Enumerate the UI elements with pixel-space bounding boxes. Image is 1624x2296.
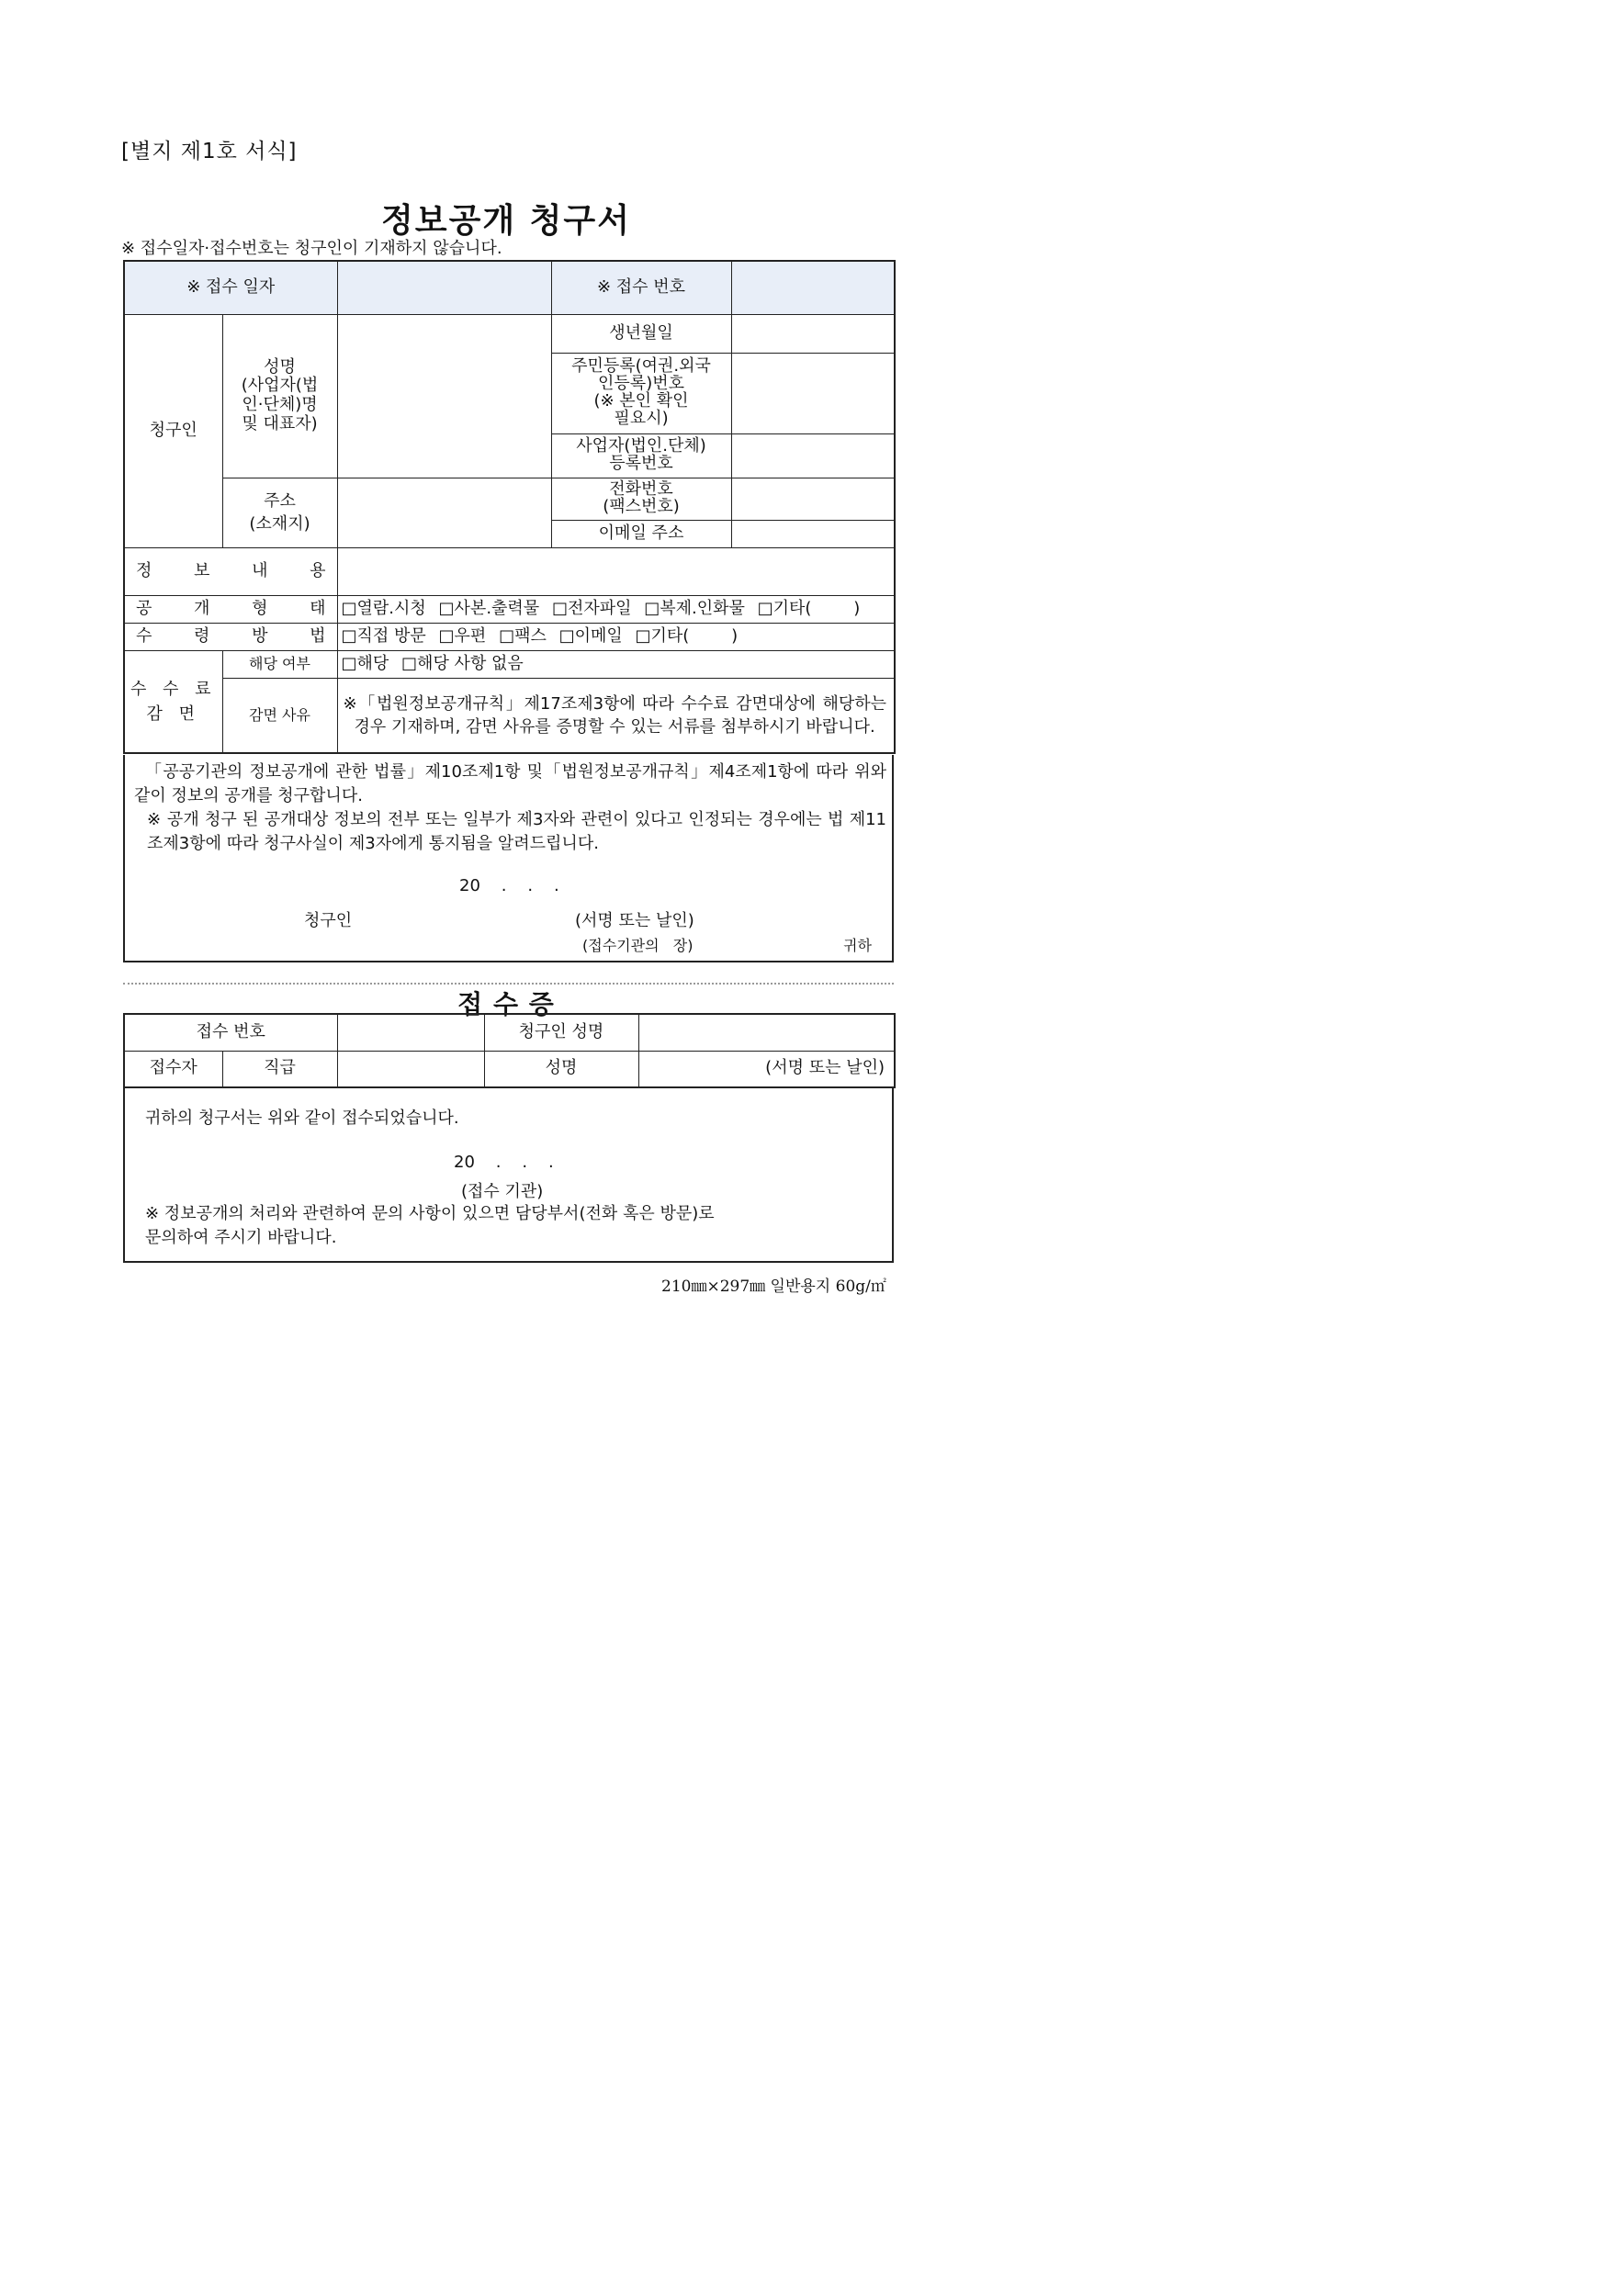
notice-text: ※ 접수일자·접수번호는 청구인이 기재하지 않습니다. bbox=[121, 239, 502, 258]
checkbox-option[interactable]: □사본.출력물 bbox=[438, 598, 540, 618]
request-date: 20 . . . bbox=[459, 876, 559, 895]
fee-reduction-label: 수 수 료 감 면 bbox=[124, 650, 222, 753]
honorific-label: 귀하 bbox=[843, 937, 872, 954]
fee-reason-text: ※「법원정보공개규칙」제17조제3항에 따라 수수료 감면대상에 해당하는 경우 기재하며, 감면 사유를 증명할 수 있는 서류를 첨부하시기 바랍니다. bbox=[337, 678, 895, 753]
resident-number-field[interactable] bbox=[731, 353, 895, 433]
phone-field[interactable] bbox=[731, 478, 895, 520]
declaration-section bbox=[123, 755, 894, 962]
address-label: 주소 (소재지) bbox=[222, 478, 337, 547]
document-title: 정보공개 청구서 bbox=[381, 202, 631, 240]
receipt-table bbox=[123, 1013, 896, 1088]
third-party-note: ※ 공개 청구 된 공개대상 정보의 전부 또는 일부가 제3자와 관련이 있다고 인정되는 경우에는 법 제11조제3항에 따라 청구사실이 제3자에게 통지됨을 알려드립니다. bbox=[147, 810, 886, 854]
checkbox-option[interactable]: □해당 사항 없음 bbox=[401, 653, 524, 673]
fee-reason-label: 감면 사유 bbox=[222, 678, 337, 753]
receipt-confirmation-text: 귀하의 청구서는 위와 같이 접수되었습니다. bbox=[145, 1109, 459, 1128]
checkbox-option[interactable]: □이메일 bbox=[558, 625, 623, 646]
receiver-label: 접수자 bbox=[124, 1051, 222, 1087]
declaration-text: 「공공기관의 정보공개에 관한 법률」제10조제1항 및「법원정보공개규칙」제4조제1항에 따라 위와 같이 정보의 공개를 청구합니다. bbox=[134, 762, 886, 806]
checkbox-option[interactable]: □우편 bbox=[438, 625, 487, 646]
receipt-title: 접 수 증 bbox=[457, 989, 555, 1019]
email-label: 이메일 주소 bbox=[551, 520, 731, 547]
receipt-number-label: ※ 접수 번호 bbox=[551, 261, 731, 314]
checkbox-option[interactable]: □전자파일 bbox=[551, 598, 632, 618]
receipt-number-field[interactable] bbox=[337, 1014, 484, 1051]
requester-label: 청구인 bbox=[124, 314, 222, 547]
fee-applicable-options bbox=[337, 650, 895, 678]
receipt-method-label: 수 령 방 법 bbox=[124, 623, 337, 650]
checkbox-option[interactable]: □직접 방문 bbox=[341, 625, 426, 646]
checkbox-option[interactable]: □해당 bbox=[341, 653, 389, 673]
receipt-number-field[interactable] bbox=[731, 261, 895, 314]
fee-applicable-label: 해당 여부 bbox=[222, 650, 337, 678]
checkbox-option[interactable]: □복제.인화물 bbox=[644, 598, 745, 618]
form-label: [별지 제1호 서식] bbox=[121, 140, 298, 163]
disclosure-type-options bbox=[337, 595, 895, 623]
position-field[interactable] bbox=[337, 1051, 484, 1087]
receipt-number-label: 접수 번호 bbox=[124, 1014, 337, 1051]
phone-label: 전화번호 (팩스번호) bbox=[551, 478, 731, 520]
receiving-agency-label: (접수 기관) bbox=[461, 1182, 544, 1201]
inquiry-note: ※ 정보공개의 처리와 관련하여 문의 사항이 있으면 담당부서(전화 혹은 방문)로 문의하여 주시기 바랍니다. bbox=[145, 1204, 715, 1248]
receiver-signature-label: (서명 또는 날인) bbox=[638, 1051, 895, 1087]
agency-head-label: (접수기관의 장) bbox=[582, 937, 694, 954]
email-field[interactable] bbox=[731, 520, 895, 547]
receiver-name-label: 성명 bbox=[484, 1051, 638, 1087]
signature-label: (서명 또는 날인) bbox=[575, 911, 694, 930]
name-field[interactable] bbox=[337, 314, 551, 478]
checkbox-option[interactable]: □기타( ) bbox=[757, 598, 861, 618]
receipt-date-label: ※ 접수 일자 bbox=[124, 261, 337, 314]
position-label: 직급 bbox=[222, 1051, 337, 1087]
address-field[interactable] bbox=[337, 478, 551, 547]
requester-name-label: 청구인 성명 bbox=[484, 1014, 638, 1051]
business-number-label: 사업자(법인.단체) 등록번호 bbox=[551, 433, 731, 478]
business-number-field[interactable] bbox=[731, 433, 895, 478]
receipt-method-options bbox=[337, 623, 895, 650]
requester-name-field[interactable] bbox=[638, 1014, 895, 1051]
checkbox-option[interactable]: □기타( ) bbox=[635, 625, 739, 646]
disclosure-type-label: 공 개 형 태 bbox=[124, 595, 337, 623]
info-content-field[interactable] bbox=[337, 547, 895, 595]
info-content-label: 정 보 내 용 bbox=[124, 547, 337, 595]
resident-number-label: 주민등록(여권.외국 인등록)번호 (※ 본인 확인 필요시) bbox=[551, 353, 731, 433]
birth-date-field[interactable] bbox=[731, 314, 895, 353]
birth-date-label: 생년월일 bbox=[551, 314, 731, 353]
paper-spec: 210㎜×297㎜ 일반용지 60g/㎡ bbox=[661, 1277, 886, 1296]
receipt-body bbox=[123, 1088, 894, 1263]
name-label: 성명 (사업자(법 인·단체)명 및 대표자) bbox=[222, 314, 337, 478]
checkbox-option[interactable]: □팩스 bbox=[499, 625, 547, 646]
checkbox-option[interactable]: □열람.시청 bbox=[341, 598, 426, 618]
requester-sign-label: 청구인 bbox=[304, 911, 353, 930]
request-form-table bbox=[123, 260, 896, 754]
receipt-date-field[interactable] bbox=[337, 261, 551, 314]
receipt-date: 20 . . . bbox=[454, 1153, 554, 1172]
